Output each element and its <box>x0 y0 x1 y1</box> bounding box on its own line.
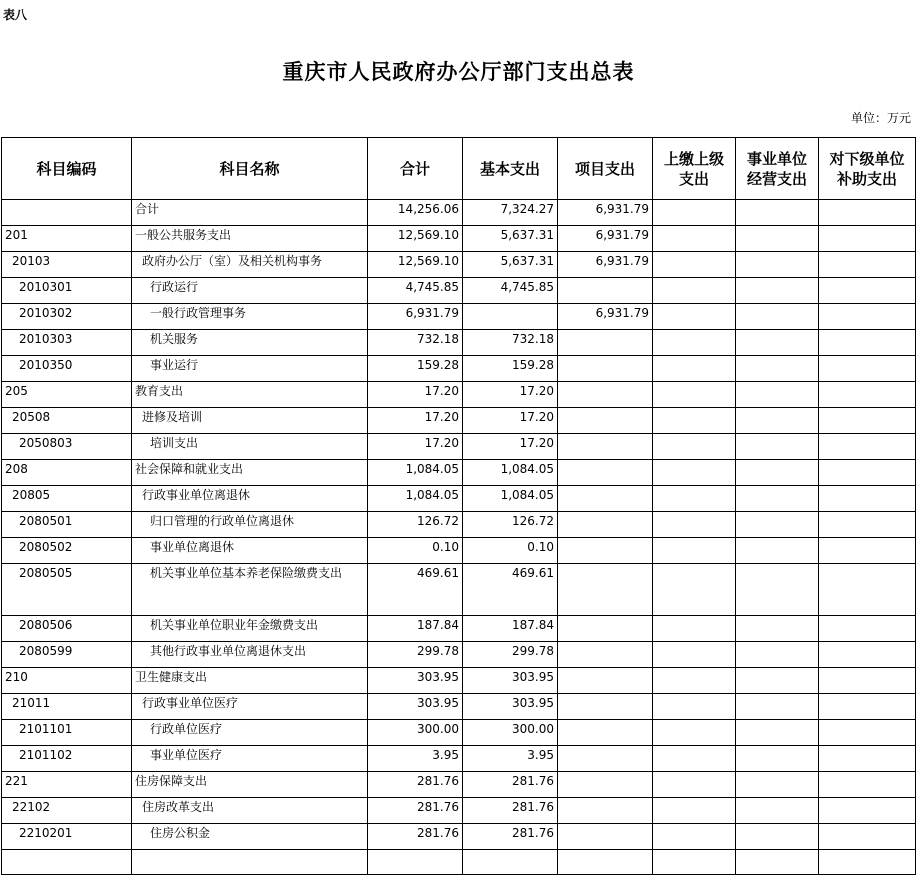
cell-subsidy <box>819 356 916 382</box>
cell-name: 一般行政管理事务 <box>132 304 368 330</box>
cell-code <box>2 200 132 226</box>
cell-code: 2101101 <box>2 720 132 746</box>
cell-project <box>558 330 653 356</box>
column-header-upper <box>653 138 736 200</box>
cell-upper <box>653 408 736 434</box>
cell-code: 2101102 <box>2 746 132 772</box>
table-row <box>2 616 916 642</box>
column-header-subsidy <box>819 138 916 200</box>
cell-code: 2080599 <box>2 642 132 668</box>
cell-project <box>558 798 653 824</box>
cell-subsidy <box>819 200 916 226</box>
cell-upper <box>653 226 736 252</box>
cell-name: 住房保障支出 <box>132 772 368 798</box>
cell-subsidy <box>819 434 916 460</box>
cell-basic: 281.76 <box>463 824 558 850</box>
cell-upper <box>653 252 736 278</box>
cell-total: 17.20 <box>368 408 463 434</box>
cell-project <box>558 824 653 850</box>
cell-subsidy <box>819 460 916 486</box>
cell-upper <box>653 798 736 824</box>
cell-business <box>736 278 819 304</box>
cell-upper <box>653 434 736 460</box>
table-row <box>2 304 916 330</box>
cell-code: 20103 <box>2 252 132 278</box>
cell-total: 6,931.79 <box>368 304 463 330</box>
cell-business <box>736 330 819 356</box>
cell-business <box>736 642 819 668</box>
cell-business <box>736 772 819 798</box>
cell-code: 2050803 <box>2 434 132 460</box>
cell-total: 281.76 <box>368 798 463 824</box>
table-row <box>2 200 916 226</box>
cell-basic: 126.72 <box>463 512 558 538</box>
table-row <box>2 226 916 252</box>
cell-business <box>736 538 819 564</box>
cell-project <box>558 408 653 434</box>
column-header-basic: 基本支出 <box>463 138 558 200</box>
cell-name: 卫生健康支出 <box>132 668 368 694</box>
cell-business <box>736 304 819 330</box>
cell-basic: 300.00 <box>463 720 558 746</box>
cell-basic: 5,637.31 <box>463 252 558 278</box>
column-header-upper-line2: 支出 <box>678 169 709 188</box>
cell-subsidy <box>819 486 916 512</box>
cell-project <box>558 668 653 694</box>
table-row <box>2 564 916 616</box>
cell-total <box>368 850 463 875</box>
cell-project <box>558 746 653 772</box>
cell-basic: 5,637.31 <box>463 226 558 252</box>
cell-basic: 159.28 <box>463 356 558 382</box>
unit-label: 单位：万元 <box>850 111 911 125</box>
table-row <box>2 382 916 408</box>
cell-project <box>558 538 653 564</box>
cell-code: 2080505 <box>2 564 132 616</box>
cell-name: 教育支出 <box>132 382 368 408</box>
cell-total: 4,745.85 <box>368 278 463 304</box>
table-row <box>2 668 916 694</box>
cell-basic <box>463 304 558 330</box>
cell-code: 2010303 <box>2 330 132 356</box>
cell-project <box>558 616 653 642</box>
cell-code: 2010350 <box>2 356 132 382</box>
cell-total: 3.95 <box>368 746 463 772</box>
cell-total: 17.20 <box>368 382 463 408</box>
cell-basic: 1,084.05 <box>463 460 558 486</box>
cell-business <box>736 382 819 408</box>
table-row <box>2 408 916 434</box>
cell-upper <box>653 564 736 616</box>
cell-business <box>736 252 819 278</box>
cell-code: 20805 <box>2 486 132 512</box>
table-number: 表八 <box>3 8 28 22</box>
cell-subsidy <box>819 850 916 875</box>
table-row <box>2 330 916 356</box>
cell-name: 政府办公厅（室）及相关机构事务 <box>132 252 368 278</box>
cell-subsidy <box>819 824 916 850</box>
cell-name: 事业单位离退休 <box>132 538 368 564</box>
cell-name: 住房公积金 <box>132 824 368 850</box>
cell-total: 732.18 <box>368 330 463 356</box>
cell-project <box>558 642 653 668</box>
cell-business <box>736 408 819 434</box>
cell-basic: 299.78 <box>463 642 558 668</box>
cell-code: 205 <box>2 382 132 408</box>
cell-business <box>736 824 819 850</box>
cell-upper <box>653 824 736 850</box>
cell-name: 社会保障和就业支出 <box>132 460 368 486</box>
cell-code: 2210201 <box>2 824 132 850</box>
cell-business <box>736 486 819 512</box>
cell-upper <box>653 486 736 512</box>
cell-upper <box>653 538 736 564</box>
table-row <box>2 798 916 824</box>
cell-project <box>558 356 653 382</box>
cell-business <box>736 668 819 694</box>
cell-upper <box>653 668 736 694</box>
cell-upper <box>653 720 736 746</box>
cell-basic: 1,084.05 <box>463 486 558 512</box>
cell-subsidy <box>819 512 916 538</box>
cell-basic <box>463 850 558 875</box>
cell-total: 281.76 <box>368 824 463 850</box>
cell-name: 一般公共服务支出 <box>132 226 368 252</box>
cell-name: 机关服务 <box>132 330 368 356</box>
cell-basic: 732.18 <box>463 330 558 356</box>
cell-total: 1,084.05 <box>368 486 463 512</box>
cell-business <box>736 694 819 720</box>
cell-business <box>736 720 819 746</box>
cell-subsidy <box>819 252 916 278</box>
column-header-subsidy-line2: 补助支出 <box>836 169 897 188</box>
cell-project <box>558 278 653 304</box>
cell-subsidy <box>819 304 916 330</box>
cell-project <box>558 512 653 538</box>
column-header-business-line1: 事业单位 <box>746 149 807 168</box>
cell-name: 行政事业单位离退休 <box>132 486 368 512</box>
cell-business <box>736 616 819 642</box>
cell-name: 机关事业单位基本养老保险缴费支出 <box>132 564 368 616</box>
cell-basic: 4,745.85 <box>463 278 558 304</box>
cell-business <box>736 434 819 460</box>
cell-total: 303.95 <box>368 668 463 694</box>
cell-upper <box>653 278 736 304</box>
cell-code: 210 <box>2 668 132 694</box>
cell-upper <box>653 772 736 798</box>
cell-name: 事业运行 <box>132 356 368 382</box>
cell-subsidy <box>819 616 916 642</box>
cell-project: 6,931.79 <box>558 252 653 278</box>
cell-project <box>558 720 653 746</box>
cell-name: 培训支出 <box>132 434 368 460</box>
cell-upper <box>653 694 736 720</box>
cell-code: 20508 <box>2 408 132 434</box>
cell-subsidy <box>819 538 916 564</box>
cell-subsidy <box>819 408 916 434</box>
cell-total: 0.10 <box>368 538 463 564</box>
page-title: 重庆市人民政府办公厅部门支出总表 <box>282 60 635 84</box>
cell-code: 208 <box>2 460 132 486</box>
cell-subsidy <box>819 772 916 798</box>
cell-code: 2080502 <box>2 538 132 564</box>
header-row <box>2 138 916 200</box>
cell-name: 合计 <box>132 200 368 226</box>
table-row <box>2 538 916 564</box>
cell-total: 159.28 <box>368 356 463 382</box>
cell-total: 300.00 <box>368 720 463 746</box>
cell-basic: 187.84 <box>463 616 558 642</box>
cell-upper <box>653 512 736 538</box>
cell-project: 6,931.79 <box>558 200 653 226</box>
column-header-code: 科目编码 <box>2 138 132 200</box>
cell-code <box>2 850 132 875</box>
cell-total: 12,569.10 <box>368 226 463 252</box>
cell-basic: 303.95 <box>463 668 558 694</box>
cell-total: 14,256.06 <box>368 200 463 226</box>
cell-subsidy <box>819 720 916 746</box>
cell-project <box>558 460 653 486</box>
column-header-subsidy-line1: 对下级单位 <box>829 149 905 168</box>
cell-upper <box>653 200 736 226</box>
table-row <box>2 850 916 875</box>
cell-project <box>558 772 653 798</box>
cell-business <box>736 512 819 538</box>
cell-business <box>736 564 819 616</box>
cell-code: 21011 <box>2 694 132 720</box>
cell-business <box>736 798 819 824</box>
cell-business <box>736 226 819 252</box>
cell-subsidy <box>819 226 916 252</box>
cell-business <box>736 746 819 772</box>
cell-name <box>132 850 368 875</box>
column-header-name: 科目名称 <box>132 138 368 200</box>
table-row <box>2 460 916 486</box>
cell-code: 221 <box>2 772 132 798</box>
cell-total: 469.61 <box>368 564 463 616</box>
cell-code: 201 <box>2 226 132 252</box>
cell-upper <box>653 330 736 356</box>
cell-total: 12,569.10 <box>368 252 463 278</box>
cell-total: 281.76 <box>368 772 463 798</box>
column-header-total: 合计 <box>368 138 463 200</box>
cell-total: 126.72 <box>368 512 463 538</box>
table-row <box>2 720 916 746</box>
cell-total: 1,084.05 <box>368 460 463 486</box>
cell-total: 187.84 <box>368 616 463 642</box>
cell-code: 2080506 <box>2 616 132 642</box>
cell-subsidy <box>819 330 916 356</box>
column-header-business-line2: 经营支出 <box>746 169 807 188</box>
cell-code: 2010302 <box>2 304 132 330</box>
table-row <box>2 278 916 304</box>
table-row <box>2 434 916 460</box>
table-row <box>2 252 916 278</box>
cell-basic: 7,324.27 <box>463 200 558 226</box>
cell-project: 6,931.79 <box>558 226 653 252</box>
cell-upper <box>653 304 736 330</box>
cell-basic: 17.20 <box>463 408 558 434</box>
cell-subsidy <box>819 642 916 668</box>
cell-subsidy <box>819 694 916 720</box>
cell-name: 行政单位医疗 <box>132 720 368 746</box>
cell-subsidy <box>819 382 916 408</box>
cell-basic: 0.10 <box>463 538 558 564</box>
cell-basic: 3.95 <box>463 746 558 772</box>
cell-name: 归口管理的行政单位离退休 <box>132 512 368 538</box>
cell-total: 17.20 <box>368 434 463 460</box>
column-header-upper-line1: 上缴上级 <box>663 149 724 168</box>
cell-subsidy <box>819 746 916 772</box>
cell-subsidy <box>819 798 916 824</box>
table-row <box>2 746 916 772</box>
cell-upper <box>653 746 736 772</box>
cell-name: 其他行政事业单位离退休支出 <box>132 642 368 668</box>
cell-basic: 17.20 <box>463 382 558 408</box>
cell-business <box>736 850 819 875</box>
cell-basic: 17.20 <box>463 434 558 460</box>
cell-subsidy <box>819 278 916 304</box>
table-row <box>2 512 916 538</box>
cell-basic: 281.76 <box>463 798 558 824</box>
cell-project <box>558 694 653 720</box>
cell-subsidy <box>819 564 916 616</box>
cell-upper <box>653 616 736 642</box>
cell-basic: 281.76 <box>463 772 558 798</box>
cell-total: 303.95 <box>368 694 463 720</box>
cell-project <box>558 564 653 616</box>
table-row <box>2 356 916 382</box>
column-header-project: 项目支出 <box>558 138 653 200</box>
expenditure-table <box>1 137 916 875</box>
cell-business <box>736 200 819 226</box>
table-row <box>2 772 916 798</box>
cell-upper <box>653 850 736 875</box>
cell-basic: 303.95 <box>463 694 558 720</box>
cell-name: 行政事业单位医疗 <box>132 694 368 720</box>
cell-name: 住房改革支出 <box>132 798 368 824</box>
cell-code: 22102 <box>2 798 132 824</box>
cell-code: 2010301 <box>2 278 132 304</box>
cell-total: 299.78 <box>368 642 463 668</box>
cell-upper <box>653 642 736 668</box>
cell-upper <box>653 382 736 408</box>
cell-project <box>558 486 653 512</box>
cell-business <box>736 460 819 486</box>
cell-project <box>558 382 653 408</box>
cell-name: 机关事业单位职业年金缴费支出 <box>132 616 368 642</box>
table-row <box>2 824 916 850</box>
cell-name: 行政运行 <box>132 278 368 304</box>
column-header-business <box>736 138 819 200</box>
cell-project: 6,931.79 <box>558 304 653 330</box>
cell-subsidy <box>819 668 916 694</box>
cell-name: 事业单位医疗 <box>132 746 368 772</box>
cell-upper <box>653 460 736 486</box>
cell-project <box>558 434 653 460</box>
table-row <box>2 486 916 512</box>
cell-project <box>558 850 653 875</box>
table-row <box>2 694 916 720</box>
table-row <box>2 642 916 668</box>
cell-upper <box>653 356 736 382</box>
cell-basic: 469.61 <box>463 564 558 616</box>
cell-code: 2080501 <box>2 512 132 538</box>
cell-business <box>736 356 819 382</box>
cell-name: 进修及培训 <box>132 408 368 434</box>
